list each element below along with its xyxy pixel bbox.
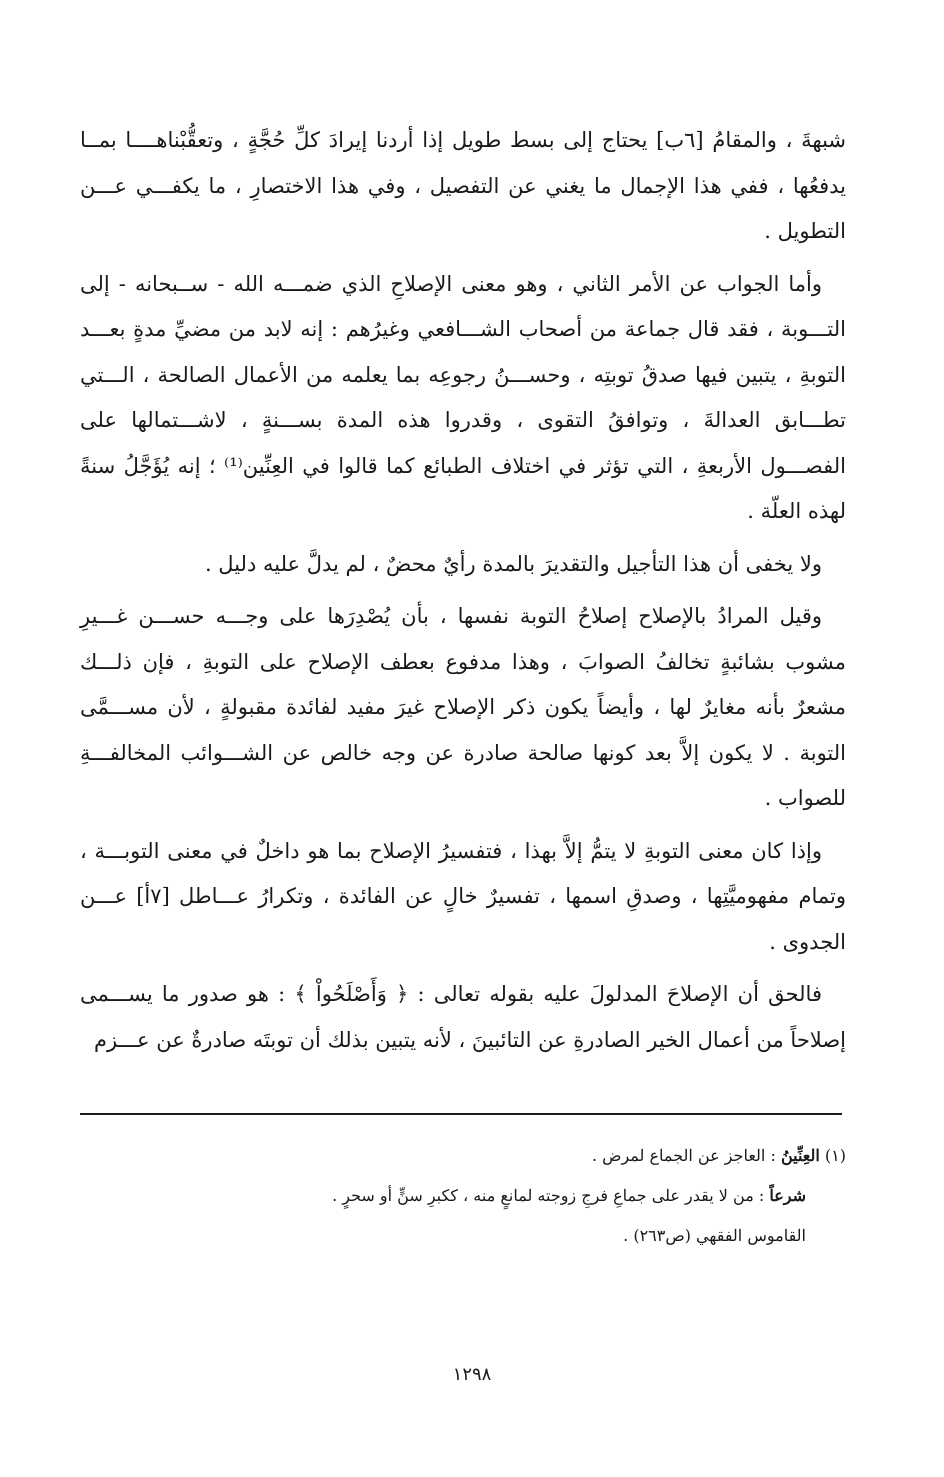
paragraph-5: وإذا كان معنى التوبةِ لا يتمُّ إلاَّ بهذا ، فتفسيرُ الإصلاح بما هو داخلٌ في معنى التوبـــة ، وتمام مفهوميَّتِها ، وصدقِ اسمها ، تفسيرٌ خالٍ عن الفائدة ، وتكرارُ عـــاطل [٧أ] عـــن الجدوى . (80, 838, 846, 954)
paragraph-1: شبهةَ ، والمقامُ [٦ب] يحتاج إلى بسط طويل إذا أردنا إيرادَ كلِّ حُجَّةٍ ، وتعقُّبْناهــــا بمــا يدفعُها ، ففي هذا الإجمال ما يغني عن التفصيل ، وفي هذا الاختصارِ ، ما يكفـــي عـــن التطويل . (80, 128, 847, 243)
footnote-1-line (120, 1136, 846, 1176)
main-text (80, 118, 846, 1070)
footnote-shari-label: شرعاً (769, 1186, 806, 1205)
paragraph-2: وأما الجواب عن الأمر الثاني ، وهو معنى الإصلاحِ الذي ضمـــه الله - ســبحانه - إلى التـــوبة ، فقد قال جماعة من أصحاب الشـــافعي وغيرُهم : إنه لابد من مضيِّ مدةٍ بعـــد التوبةِ ، يتبين فيها صدقُ توبتِه ، وحســـنُ رجوعِه بما يعلمه من الأعمال الصالحة ، الـــتي تطـــابق العدالةَ ، وتوافقُ التقوى ، وقدروا هذه المدة بســـنةٍ ، لاشـــتمالها على الفصـــول الأربعةِ ، التي تؤثر في اختلاف الطبائع كما قالوا في العِنِّين⁽¹⁾ ؛ إنه يُؤَجَّلُ سنةً لهذه العلّة . (80, 271, 846, 523)
paragraph-6: فالحق أن الإصلاحَ المدلولَ عليه بقوله تعالى : ﴿ وَأَصْلَحُواْ ﴾ : هو صدور ما يســـمى إصلاحاً من أعمال الخير الصادرةِ عن التائبينَ ، لأنه يتبين بذلك أن توبتَه صادرةٌ عن عـــزم (80, 982, 846, 1052)
footnote-term: العِنِّينُ (780, 1146, 820, 1165)
footnote-definition: : العاجز عن الجماع لمرض . (591, 1146, 776, 1165)
paragraph-3: ولا يخفى أن هذا التأجيل والتقديرَ بالمدة رأيٌ محضٌ ، لم يدلَّ عليه دليل . (204, 551, 822, 576)
footnote-source: القاموس الفقهي (ص٢٦٣) . (623, 1226, 806, 1245)
paragraph-4: وقيل المرادُ بالإصلاح إصلاحُ التوبة نفسها ، بأن يُصْدِرَها على وجـــه حســـن غـــيرِ مشوب بشائبةٍ تخالفُ الصوابَ ، وهذا مدفوع بعطف الإصلاح على التوبةِ ، فإن ذلـــك مشعرٌ بأنه مغايرٌ لها ، وأيضاً يكون ذكر الإصلاح غيرَ مفيد لفائدة مقبولةٍ ، لأن مســـمَّى التوبة . لا يكون إلاَّ بعد كونها صالحة صادرة عن وجه خالص عن الشـــوائب المخالفـــةِ للصواب . (80, 604, 846, 810)
footnote-shari-line (120, 1176, 846, 1216)
footnote-shari-text: : من لا يقدر على جماعِ فرجِ زوجته لمانعٍ منه ، ككبرِ سنٍّ أو سحرٍ . (332, 1186, 765, 1205)
page-number: ١٢٩٨ (452, 1364, 492, 1385)
footnotes (120, 1136, 846, 1256)
footnote-separator (80, 1113, 842, 1115)
footnote-marker: (١) (824, 1146, 846, 1165)
